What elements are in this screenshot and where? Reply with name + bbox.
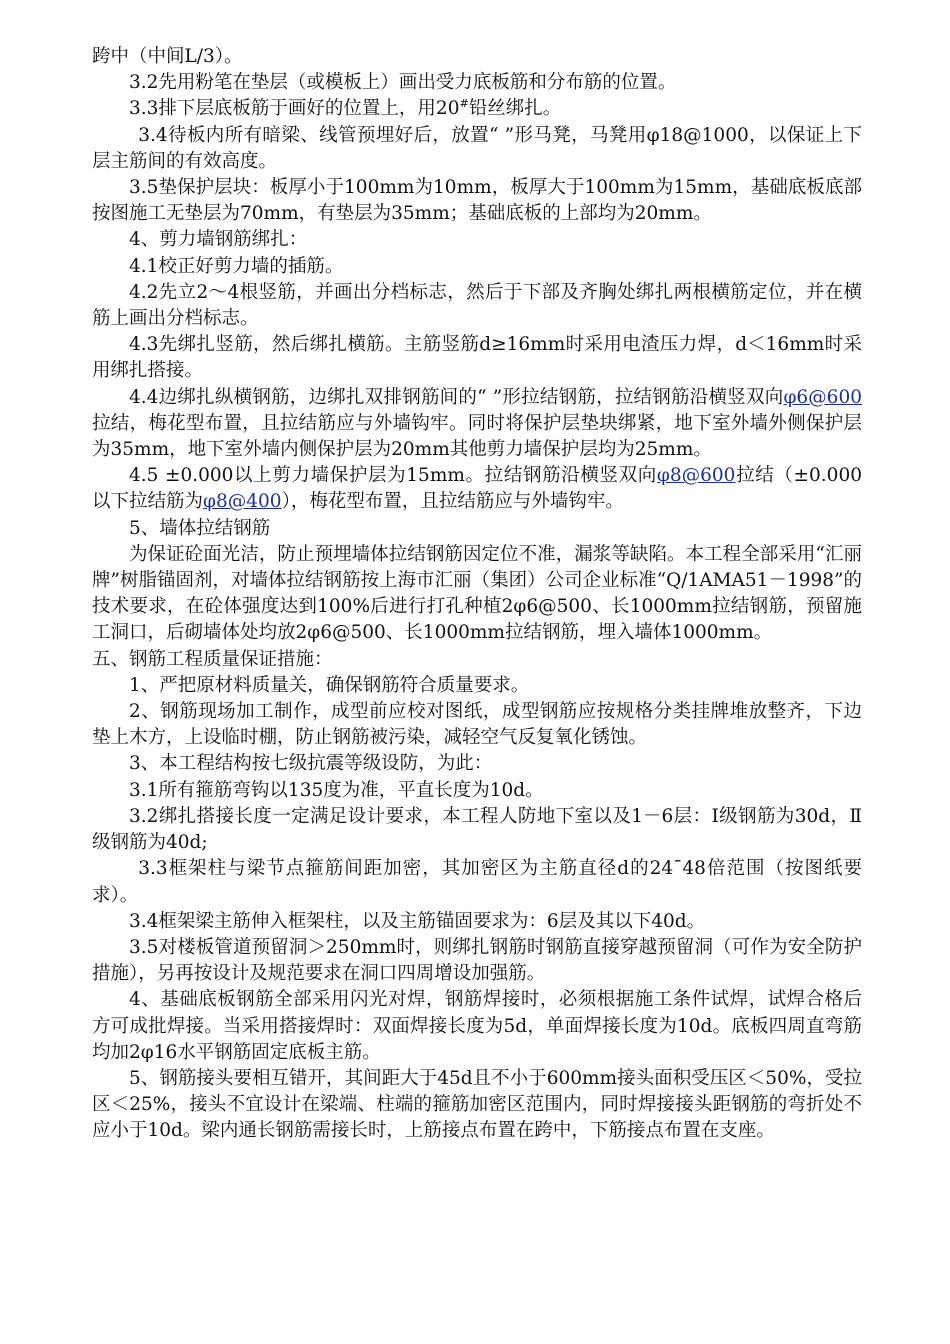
paragraph-4-2 [92,280,862,332]
paragraph-4-3 [92,332,862,384]
paragraph-text: 3.3框架柱与梁节点箍筋间距加密，其加密区为主筋直径d的24¯48倍范围（按图纸要求）。 [92,858,862,906]
paragraph-text: 4.4边绑扎纵横钢筋，边绑扎双排钢筋间的“ ”形拉结钢筋，拉结钢筋沿横竖双向 [129,386,784,408]
paragraph-quality-3-1 [92,778,862,804]
spec-link[interactable]: φ6@600 [783,386,862,408]
paragraph-quality-4 [92,987,862,1066]
paragraph-quality-3-5 [92,935,862,987]
paragraph-text: 5、钢筋接头要相互错开，其间距大于45d且不小于600mm接头面积受压区＜50%，受拉区＜25%，接头不宜设计在梁端、柱端的箍筋加密区范围内，同时焊接接头距钢筋的弯折处不应小于10d。梁内通长钢筋需接长时，上筋接点布置在跨中，下筋接点布置在支座。 [92,1067,862,1142]
paragraph-span-middle [92,44,862,70]
paragraph-4-1 [92,254,862,280]
paragraph-3-3 [92,96,862,122]
paragraph-quality-3-3 [92,856,862,908]
paragraph-text: 3.5垫保护层块：板厚小于100mm为10mm，板厚大于100mm为15mm，基础底板底部按图施工无垫层为70mm，有垫层为35mm；基础底板的上部均为20mm。 [92,177,862,225]
paragraph-quality-3-2 [92,804,862,856]
paragraph-text: 3.2先用粉笔在垫层（或模板上）画出受力底板筋和分布筋的位置。 [129,72,677,94]
spec-link[interactable]: φ8@400 [203,491,282,513]
paragraph-text: 3、本工程结构按七级抗震等级设防，为此： [129,753,493,775]
superscript-mark: # [459,97,469,111]
paragraph-quality-3 [92,751,862,777]
paragraph-3-5 [92,175,862,227]
paragraph-text: 3.4框架梁主筋伸入框架柱，以及主筋锚固要求为：6层及其以下40d。 [129,910,706,932]
paragraph-4-4 [92,385,862,464]
paragraph-3-4 [92,123,862,175]
paragraph-text: 3.5对楼板管道预留洞＞250mm时，则绑扎钢筋时钢筋直接穿越预留洞（可作为安全防护措施），另再按设计及规范要求在洞口四周增设加强筋。 [92,936,862,985]
paragraph-text: 3.4待板内所有暗梁、线管预埋好后，放置“ ”形马凳，马凳用φ18@1000，以保证上下层主筋间的有效高度。 [92,124,862,172]
paragraph-text: 4.2先立2～4根竖筋，并画出分档标志，然后于下部及齐胸处绑扎两根横筋定位，并在横筋上画出分档标志。 [92,281,862,330]
paragraph-text: 5、墙体拉结钢筋 [129,517,271,539]
heading-shear-wall [92,227,862,253]
paragraph-text: 1、严把原材料质量关，确保钢筋符合质量要求。 [129,674,530,696]
document-page [92,44,862,1145]
paragraph-text: ），梅花型布置，且拉结筋应与外墙钩牢。 [281,491,624,513]
paragraph-text: 铅丝绑扎。 [468,98,562,120]
paragraph-text: 3.2绑扎搭接长度一定满足设计要求，本工程人防地下室以及1－6层：Ⅰ级钢筋为30d，Ⅱ级钢筋为40d; [92,805,862,854]
paragraph-text: 跨中（中间L/3）。 [92,46,243,67]
heading-quality-measures [92,647,862,673]
paragraph-quality-1 [92,673,862,699]
paragraph-text: 拉结，梅花型布置，且拉结筋应与外墙钩牢。同时将保护层垫块绑紧，地下室外墙外侧保护层为35mm，地下室外墙内侧保护层为20mm其他剪力墙保护层均为25mm。 [92,412,862,461]
paragraph-3-2 [92,70,862,96]
paragraph-text: 3.1所有箍筋弯钩以135度为准，平直长度为10d。 [129,779,544,801]
paragraph-text: 3.3排下层底板筋于画好的位置上，用20 [129,98,460,120]
paragraph-text: 拉结（±0.000以下拉结筋为 [92,465,862,513]
paragraph-text: 2、钢筋现场加工制作，成型前应校对图纸，成型钢筋应按规格分类挂牌堆放整齐，下边垫上木方，上设临时棚，防止钢筋被污染，减轻空气反复氧化锈蚀。 [92,701,862,749]
paragraph-text: 为保证砼面光洁，防止预埋墙体拉结钢筋因定位不准，漏浆等缺陷。本工程全部采用“汇丽牌”树脂锚固剂，对墙体拉结钢筋按上海市汇丽（集团）公司企业标准“Q/1AMA51－1998”的技术要求，在砼体强度达到100%后进行打孔种植2φ6@500、长1000mm拉结钢筋，预留施工洞口，后砌墙体处均放2φ6@500、长1000mm拉结钢筋，埋入墙体1000mm。 [92,543,862,644]
paragraph-quality-2 [92,699,862,751]
paragraph-text: 4.5 ±0.000以上剪力墙保护层为15mm。拉结钢筋沿横竖双向 [129,465,657,487]
paragraph-text: 4、基础底板钢筋全部采用闪光对焊，钢筋焊接时，必须根据施工条件试焊，试焊合格后方可成批焊接。当采用搭接焊时：双面焊接长度为5d，单面焊接长度为10d。底板四周直弯筋均加2φ16水平钢筋固定底板主筋。 [92,989,862,1063]
paragraph-wall-tie-bars [92,542,862,647]
paragraph-text: 4、剪力墙钢筋绑扎： [129,229,308,251]
spec-link[interactable]: φ8@600 [656,465,736,487]
paragraph-text: 4.3先绑扎竖筋，然后绑扎横筋。主筋竖筋d≥16mm时采用电渣压力焊，d＜16mm时采用绑扎搭接。 [92,334,862,382]
paragraph-text: 4.1校正好剪力墙的插筋。 [129,255,344,277]
paragraph-text: 五、钢筋工程质量保证措施： [92,648,333,670]
paragraph-4-5 [92,463,862,515]
paragraph-quality-3-4 [92,909,862,935]
heading-wall-tie-bars [92,516,862,542]
paragraph-quality-5 [92,1066,862,1145]
